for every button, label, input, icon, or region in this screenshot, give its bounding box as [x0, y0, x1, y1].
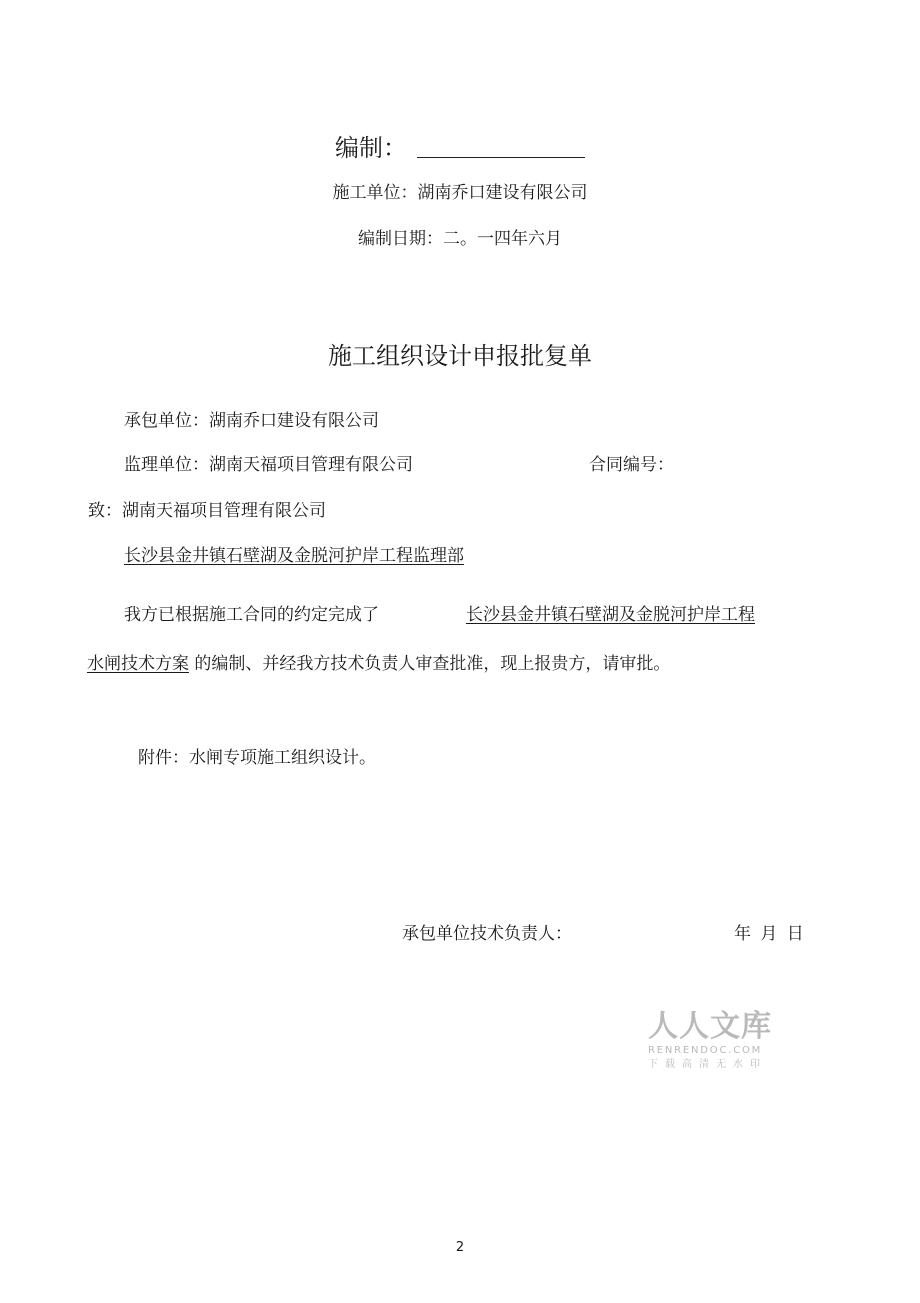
watermark-title: 人人文库 — [648, 1009, 772, 1044]
tech-lead-signature-label: 承包单位技术负责人： — [402, 924, 572, 944]
contractor-unit: 承包单位：湖南乔口建设有限公司 — [124, 411, 379, 431]
compiler-label: 编制： — [335, 134, 407, 162]
watermark-slogan: 下载高清无水印 — [648, 1059, 767, 1070]
compile-date: 编制日期：二。一四年六月 — [358, 229, 562, 249]
body-text-intro: 我方已根据施工合同的约定完成了 — [124, 605, 379, 625]
addressee-department: 长沙县金井镇石壁湖及金脱河护岸工程监理部 — [124, 546, 464, 566]
compiler-line — [0, 128, 920, 163]
supervisor-unit: 监理单位：湖南天福项目管理有限公司 — [124, 455, 413, 475]
signature-date: 年 月 日 — [734, 924, 804, 944]
watermark — [648, 1010, 774, 1072]
addressee: 致：湖南天福项目管理有限公司 — [88, 501, 326, 521]
contract-number-label: 合同编号： — [589, 455, 674, 475]
form-title: 施工组织设计申报批复单 — [328, 342, 592, 370]
body-text-continuation — [87, 649, 670, 674]
page-number: 2 — [455, 1240, 465, 1255]
body-text-ending: 的编制、并经我方技术负责人审查批准，现上报贵方，请审批。 — [189, 654, 671, 674]
attachment-note: 附件：水闸专项施工组织设计。 — [138, 748, 376, 768]
project-name: 长沙县金井镇石壁湖及金脱河护岸工程 — [466, 605, 755, 625]
plan-name: 水闸技术方案 — [87, 654, 189, 674]
construction-unit: 施工单位：湖南乔口建设有限公司 — [332, 183, 588, 203]
compiler-blank-field — [417, 133, 585, 158]
watermark-url: RENRENDOC.COM — [648, 1045, 763, 1056]
